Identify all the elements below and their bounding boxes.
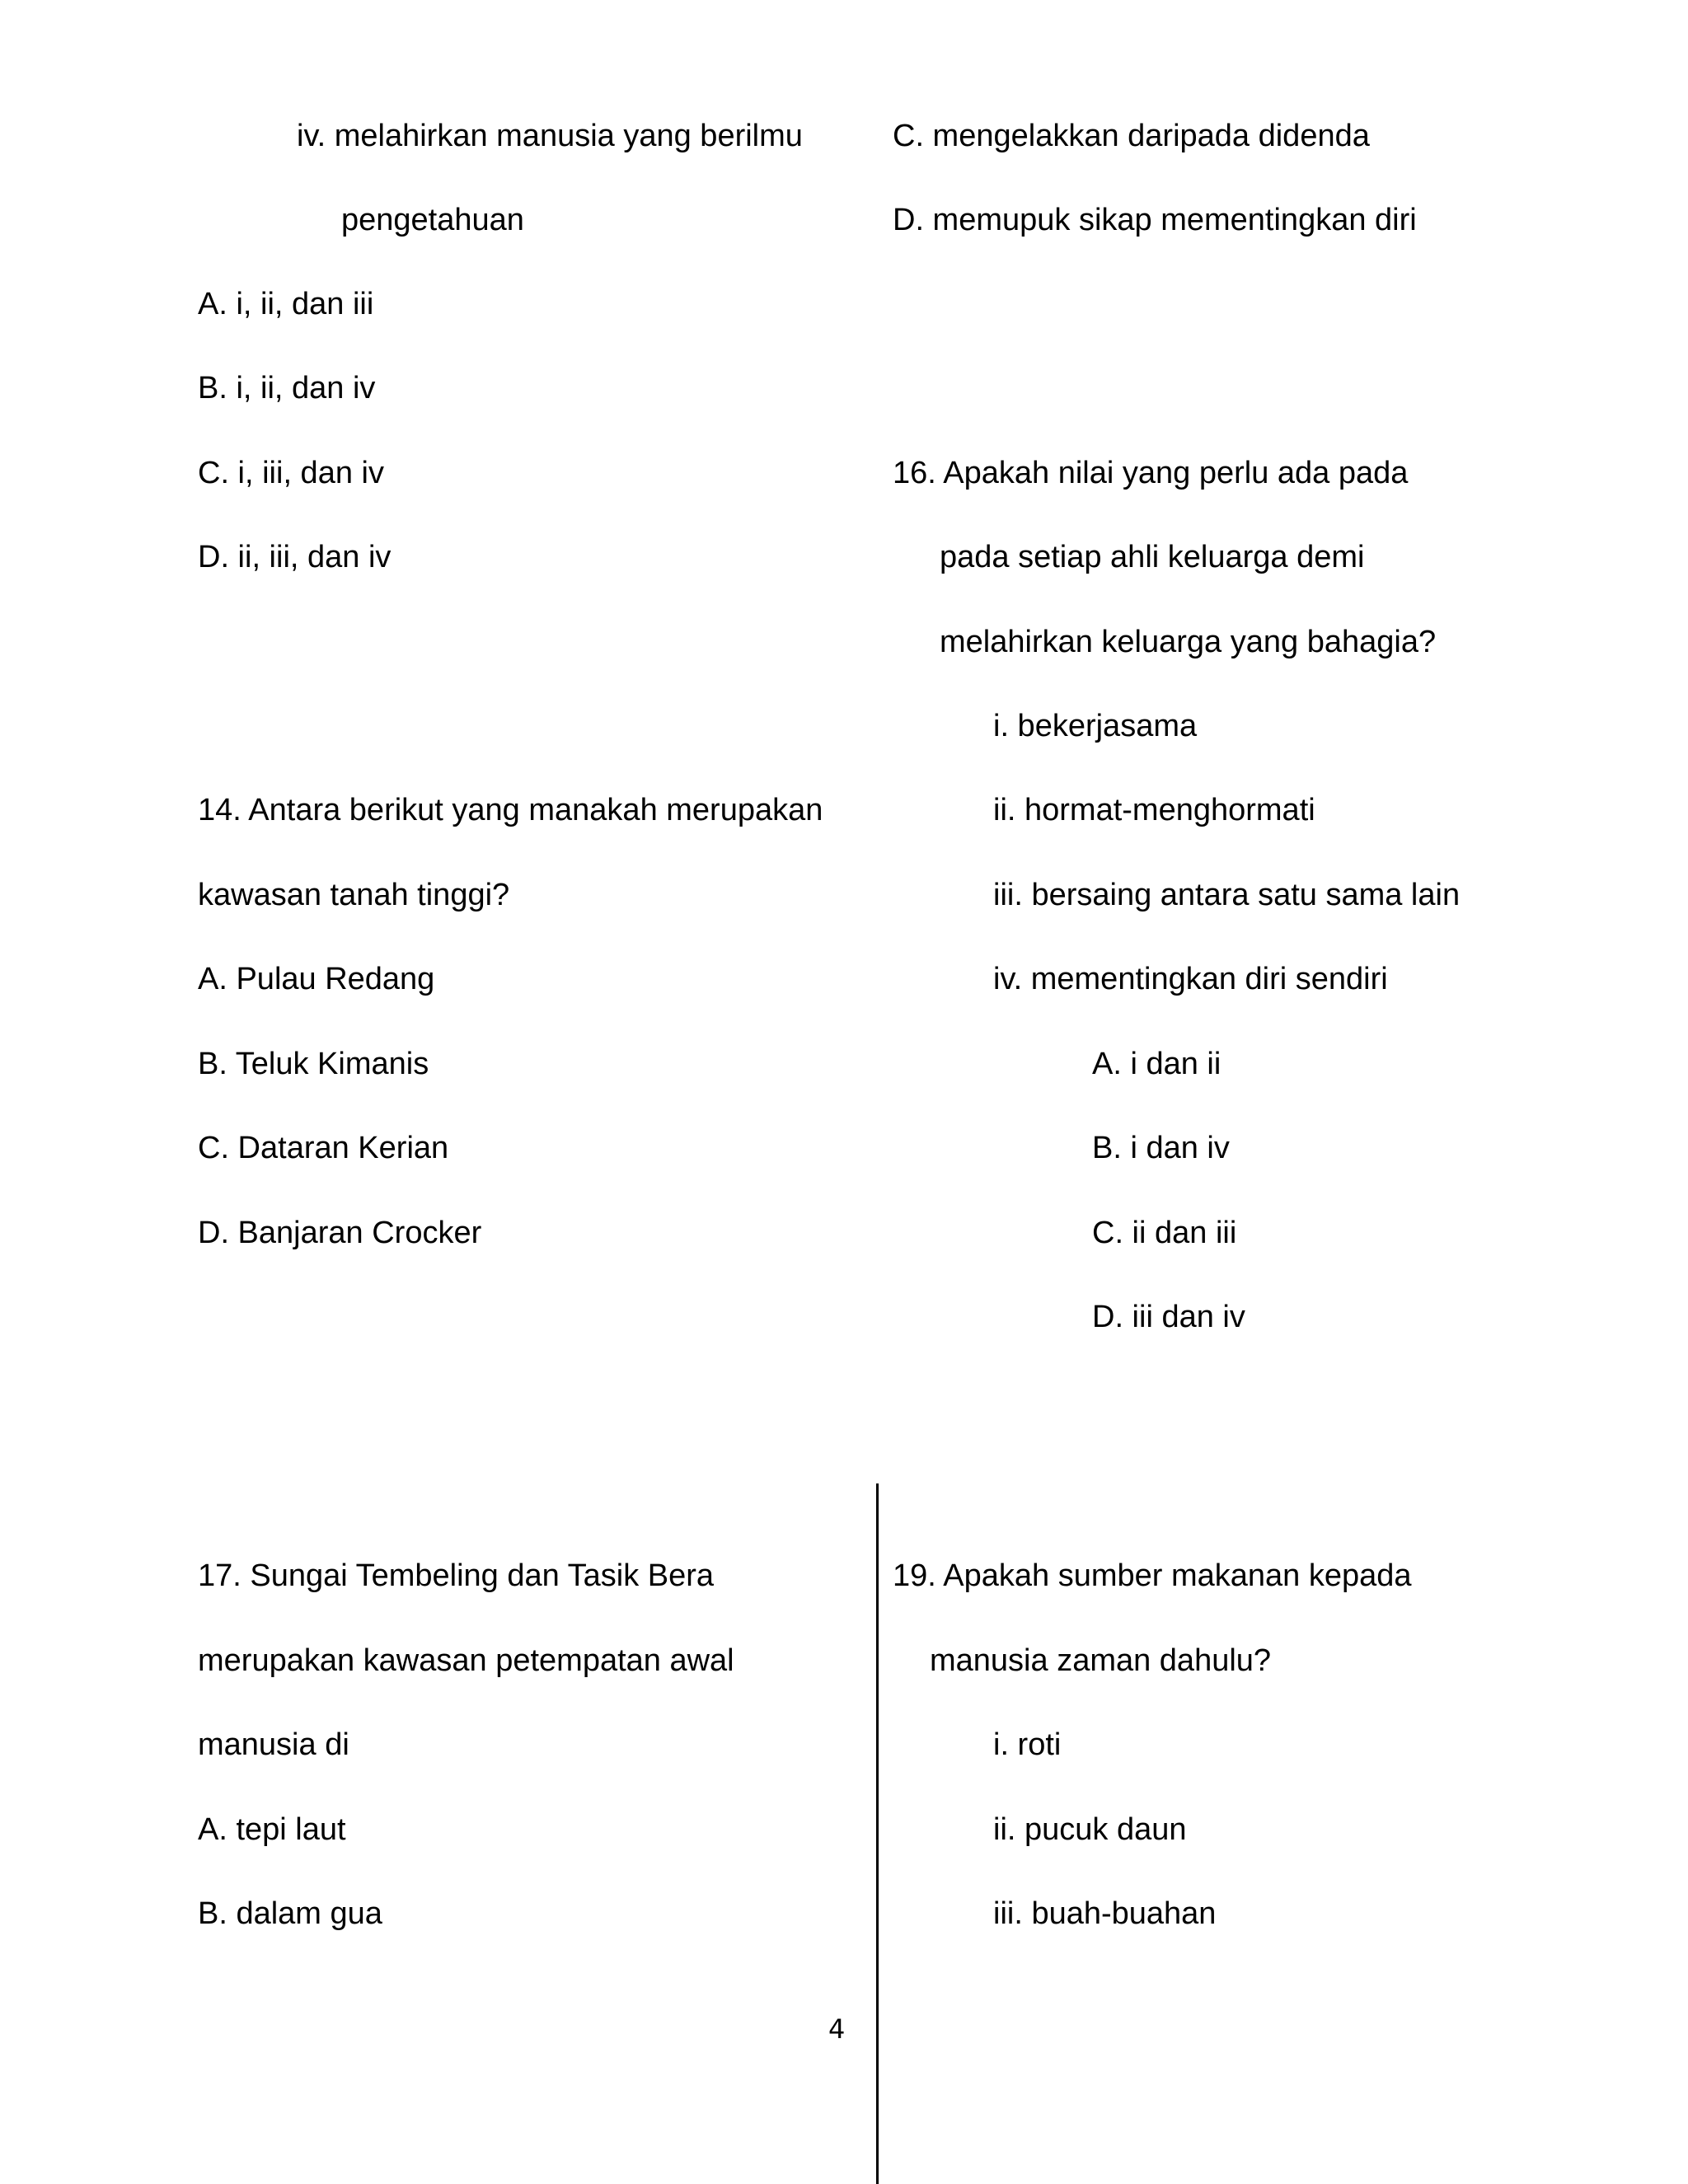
q16-answer-b: B. i dan iv [1092, 1131, 1230, 1165]
q16-option-ii: ii. hormat-menghormati [993, 793, 1315, 827]
q16-answer-c: C. ii dan iii [1092, 1216, 1237, 1250]
q16-question-line3: melahirkan keluarga yang bahagia? [940, 625, 1437, 659]
q14-answer-a: A. Pulau Redang [198, 962, 435, 996]
q16-option-iv: iv. mementingkan diri sendiri [993, 962, 1388, 996]
q17-question-line1: 17. Sungai Tembeling dan Tasik Bera [198, 1558, 715, 1593]
q15-answer-d: D. memupuk sikap mementingkan diri [893, 203, 1417, 237]
q17-answer-a: A. tepi laut [198, 1812, 346, 1847]
q16-answer-a: A. i dan ii [1092, 1047, 1221, 1081]
q17-answer-b: B. dalam gua [198, 1896, 382, 1931]
q17-question-line2: merupakan kawasan petempatan awal [198, 1643, 734, 1678]
q16-question-line1: 16. Apakah nilai yang perlu ada pada [893, 456, 1409, 490]
q13-option-iv-line2: pengetahuan [341, 203, 524, 237]
q14-answer-b: B. Teluk Kimanis [198, 1047, 429, 1081]
q15-answer-c: C. mengelakkan daripada didenda [893, 119, 1370, 153]
q14-answer-c: C. Dataran Kerian [198, 1131, 449, 1165]
q16-option-iii: iii. bersaing antara satu sama lain [993, 878, 1461, 912]
q19-option-i: i. roti [993, 1727, 1062, 1762]
q13-answer-d: D. ii, iii, dan iv [198, 540, 392, 574]
q19-question-line2: manusia zaman dahulu? [930, 1643, 1272, 1678]
q14-answer-d: D. Banjaran Crocker [198, 1216, 482, 1250]
page-number: 4 [828, 2013, 846, 2045]
q19-option-ii: ii. pucuk daun [993, 1812, 1187, 1847]
q16-option-i: i. bekerjasama [993, 709, 1198, 743]
q16-question-line2: pada setiap ahli keluarga demi [940, 540, 1365, 574]
q14-question-line1: 14. Antara berikut yang manakah merupakan [198, 793, 823, 827]
q17-question-line3: manusia di [198, 1727, 349, 1762]
q16-answer-d: D. iii dan iv [1092, 1300, 1245, 1334]
q19-option-iii: iii. buah-buahan [993, 1896, 1217, 1931]
q13-answer-c: C. i, iii, dan iv [198, 456, 384, 490]
q19-question-line1: 19. Apakah sumber makanan kepada [893, 1558, 1412, 1593]
q13-answer-a: A. i, ii, dan iii [198, 287, 374, 321]
q13-option-iv-line1: iv. melahirkan manusia yang berilmu [297, 119, 803, 153]
column-divider [876, 1483, 879, 2184]
q13-answer-b: B. i, ii, dan iv [198, 371, 376, 405]
q14-question-line2: kawasan tanah tinggi? [198, 878, 510, 912]
